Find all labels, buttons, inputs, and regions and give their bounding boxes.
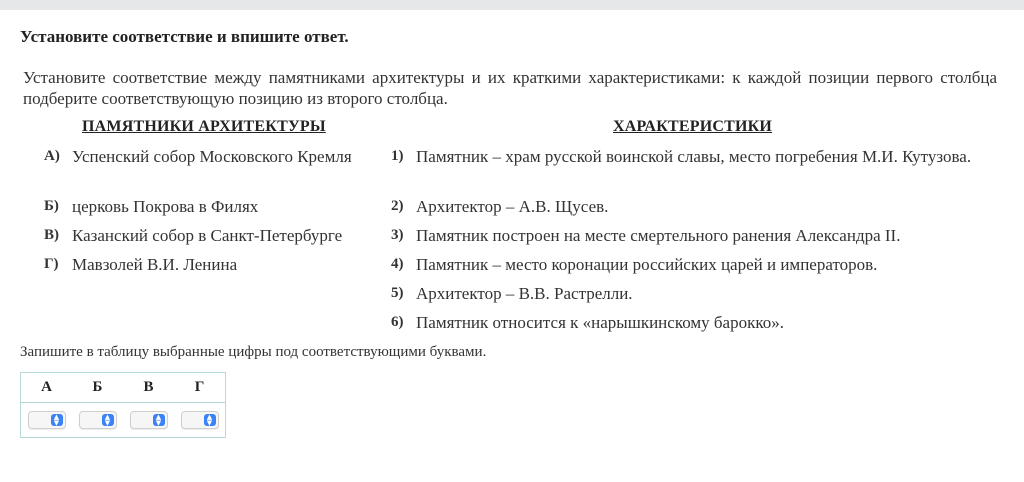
answer-header-row <box>21 373 226 403</box>
characteristic-text: Памятник – храм русской воинской славы, место погребения М.И. Кутузова. <box>416 147 972 166</box>
monuments-header: ПАМЯТНИКИ АРХИТЕКТУРЫ <box>82 118 326 135</box>
monument-text: Успенский собор Московского Кремля <box>72 147 352 166</box>
updown-chevron-icon: ▲ ▼ <box>153 414 165 426</box>
characteristic-marker: 2) <box>391 198 404 214</box>
answer-select-b[interactable] <box>79 411 117 429</box>
monument-text: церковь Покрова в Филях <box>72 197 259 216</box>
answer-select-g[interactable] <box>181 411 219 429</box>
monument-marker: Б) <box>44 198 59 214</box>
monument-text: Казанский собор в Санкт-Петербурге <box>72 226 343 245</box>
task-heading: Установите соответствие и впишите ответ. <box>20 27 349 46</box>
characteristic-text: Архитектор – В.В. Растрелли. <box>416 284 633 303</box>
characteristic-marker: 5) <box>391 285 404 301</box>
characteristic-marker: 1) <box>391 148 404 164</box>
monument-marker: А) <box>44 148 60 164</box>
answer-table <box>20 372 226 438</box>
characteristic-marker: 6) <box>391 314 404 330</box>
top-bar <box>0 0 1024 10</box>
answer-column-a: А <box>21 373 73 403</box>
answer-select-row <box>21 403 226 438</box>
answer-cell-b <box>72 403 123 438</box>
characteristic-text: Памятник относится к «нарышкинскому барокко». <box>416 313 784 332</box>
answer-cell-g <box>174 403 226 438</box>
monument-text: Мавзолей В.И. Ленина <box>72 255 238 274</box>
task-description: Установите соответствие между памятниками архитектуры и их краткими характеристиками: к каждой позиции первого столбца подберите соответствующую позицию из второго столбца. <box>23 68 997 108</box>
monument-marker: Г) <box>44 256 59 272</box>
characteristic-text: Памятник построен на месте смертельного ранения Александра II. <box>416 226 901 245</box>
characteristic-text: Архитектор – А.В. Щусев. <box>416 197 609 216</box>
answer-cell-v <box>123 403 174 438</box>
updown-chevron-icon: ▲ ▼ <box>204 414 216 426</box>
updown-chevron-icon: ▲ ▼ <box>102 414 114 426</box>
characteristic-text: Памятник – место коронации российских царей и императоров. <box>416 255 878 274</box>
answer-select-a[interactable] <box>28 411 66 429</box>
answer-select-v[interactable] <box>130 411 168 429</box>
answer-column-b: Б <box>72 373 123 403</box>
answer-column-g: Г <box>174 373 226 403</box>
characteristic-marker: 4) <box>391 256 404 272</box>
answer-instruction: Запишите в таблицу выбранные цифры под соответствующими буквами. <box>20 344 487 360</box>
updown-chevron-icon: ▲ ▼ <box>51 414 63 426</box>
answer-column-v: В <box>123 373 174 403</box>
monument-marker: В) <box>44 227 59 243</box>
characteristics-header: ХАРАКТЕРИСТИКИ <box>613 118 773 135</box>
characteristic-marker: 3) <box>391 227 404 243</box>
answer-cell-a <box>21 403 73 438</box>
